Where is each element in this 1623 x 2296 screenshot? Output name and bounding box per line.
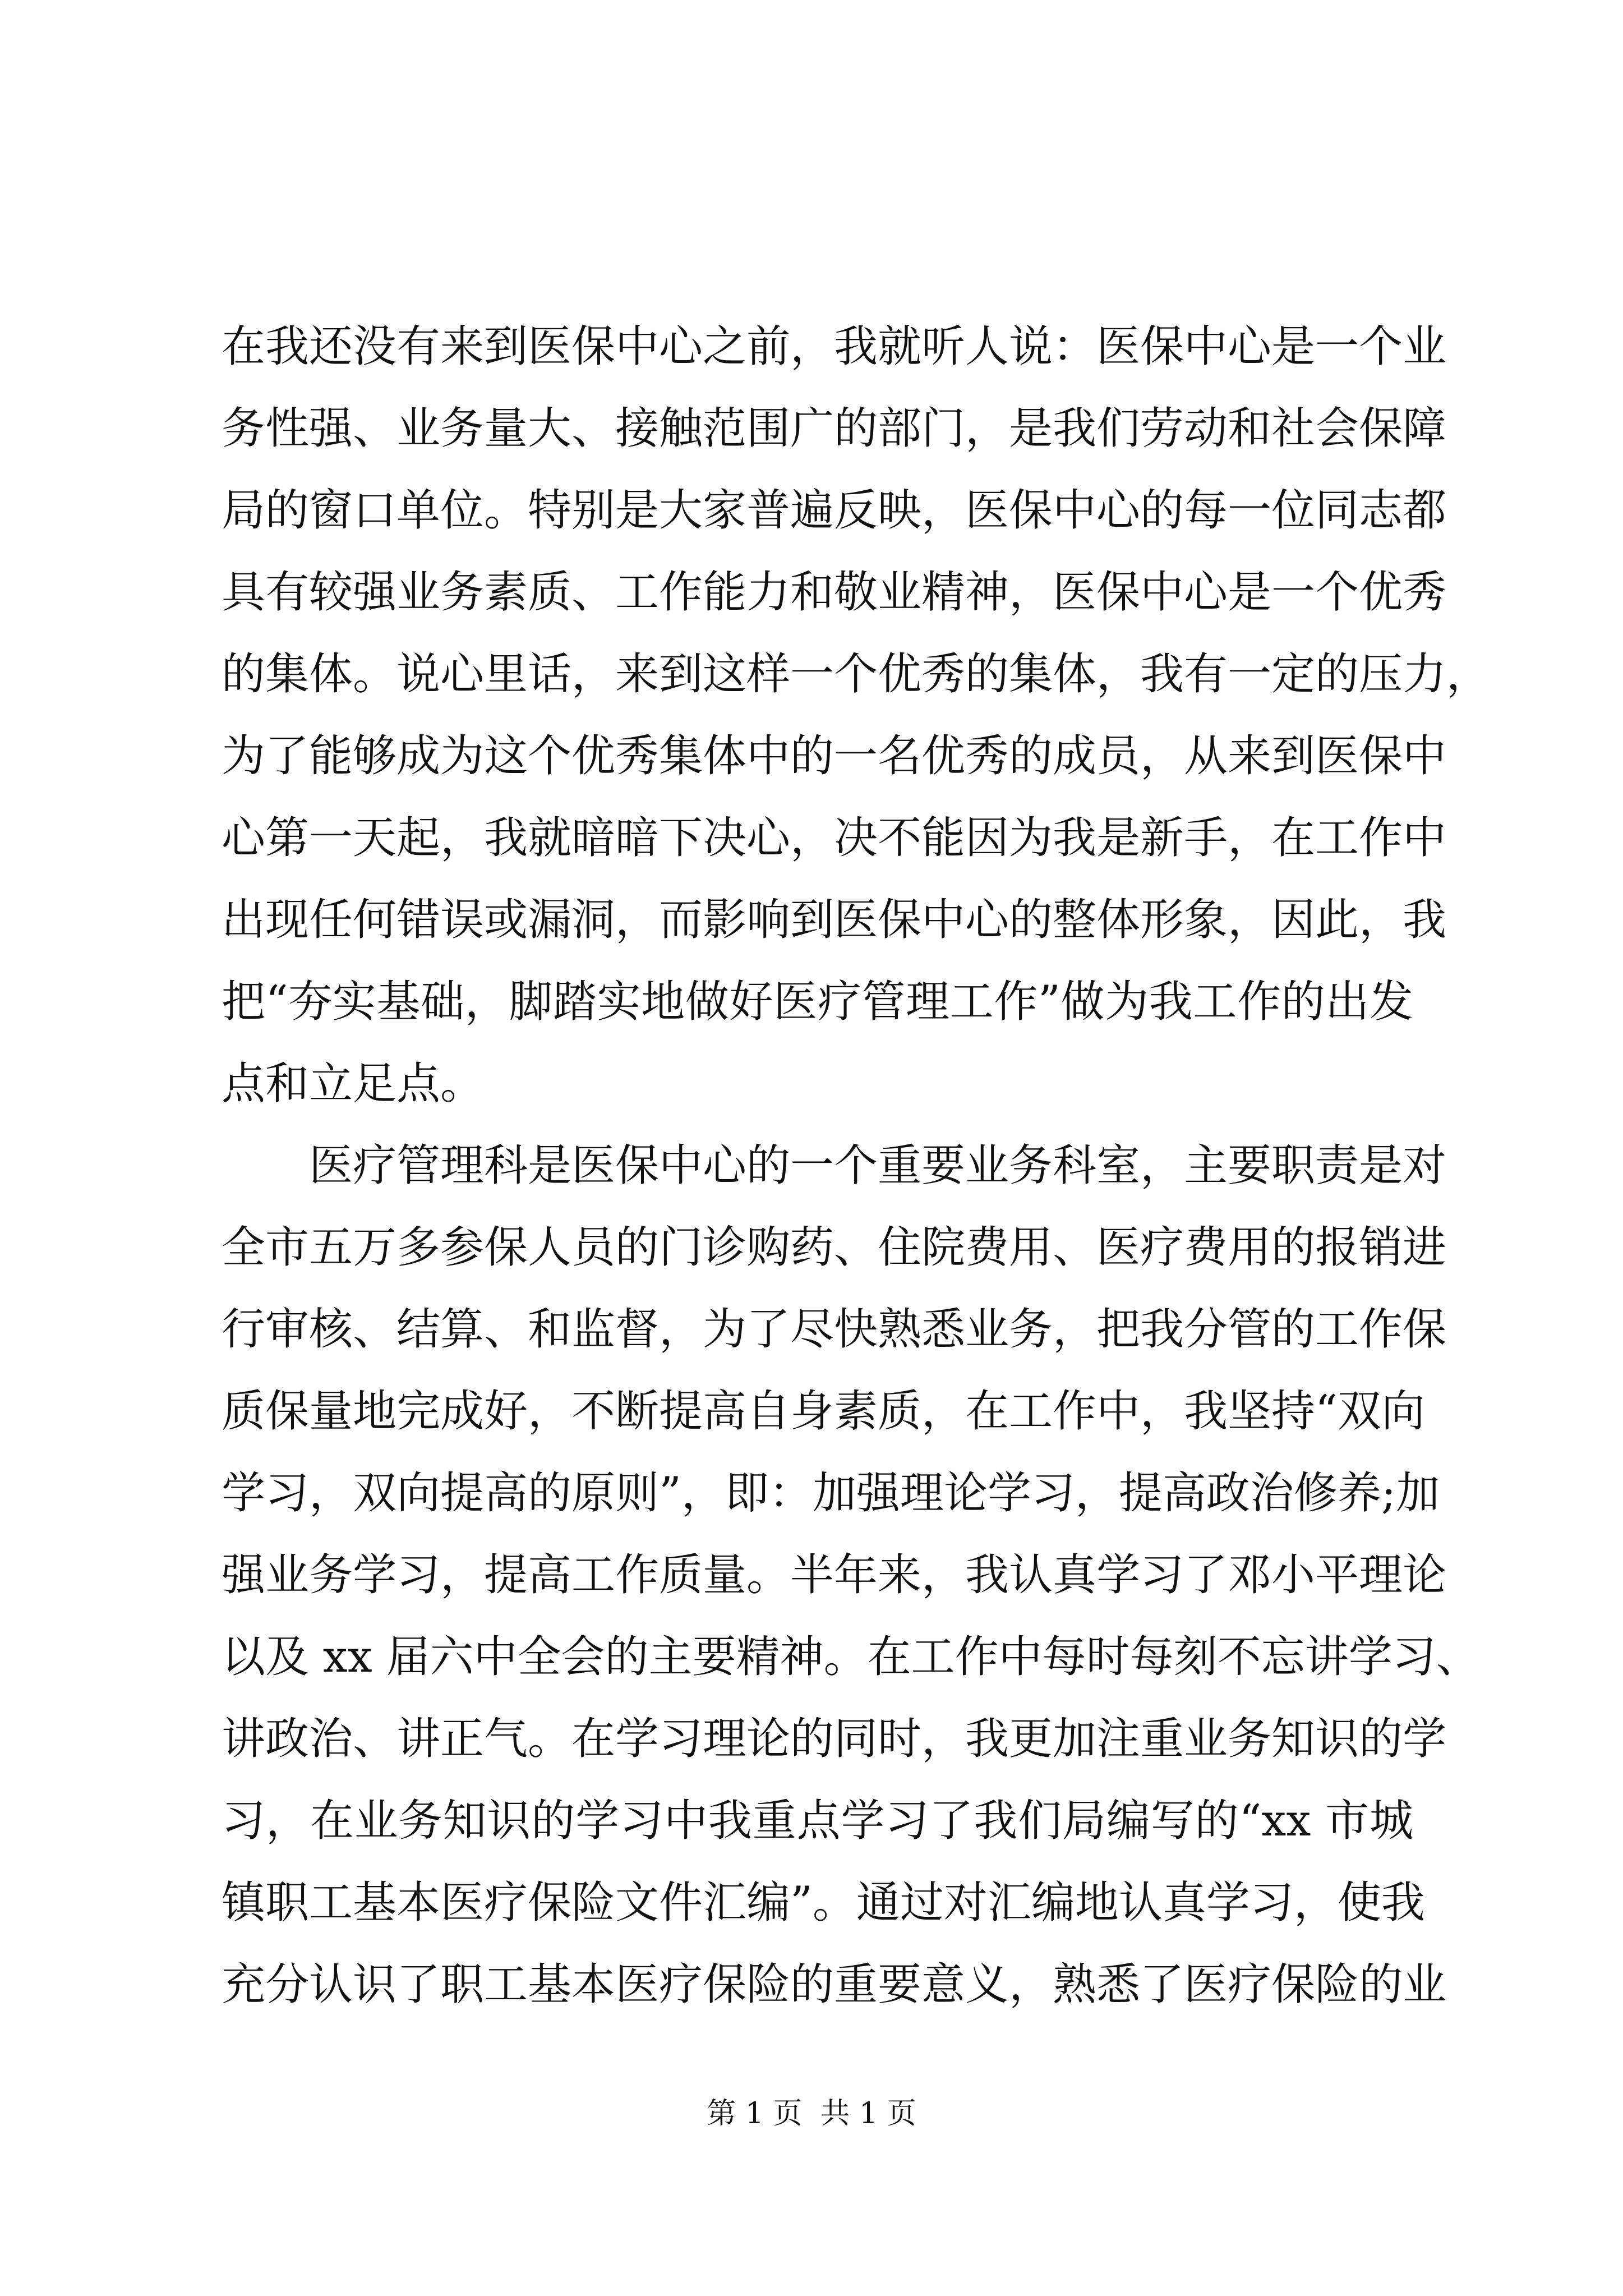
text-line: 讲政治、讲正气。在学习理论的同时，我更加注重业务知识的学 (222, 1714, 1447, 1764)
text-line: 局的窗口单位。特别是大家普遍反映，医保中心的每一位同志都 (222, 485, 1447, 536)
text-line: 的集体。说心里话，来到这样一个优秀的集体，我有一定的压力， (222, 649, 1491, 700)
text-line: 把“夯实基础，脚踏实地做好医疗管理工作”做为我工作的出发 (222, 977, 1413, 1027)
text-line: 全市五万多参保人员的门诊购药、住院费用、医疗费用的报销进 (222, 1222, 1447, 1273)
text-line: 心第一天起，我就暗暗下决心，决不能因为我是新手，在工作中 (222, 813, 1447, 863)
text-line-paragraph-end: 点和立足点。 (222, 1059, 485, 1109)
text-line: 强业务学习，提高工作质量。半年来，我认真学习了邓小平理论 (222, 1550, 1447, 1600)
page-footer: 第 1 页 共 1 页 (707, 2097, 916, 2131)
document-body (222, 306, 1491, 2026)
text-line: 行审核、结算、和监督，为了尽快熟悉业务，把我分管的工作保 (222, 1304, 1447, 1355)
text-line: 为了能够成为这个优秀集体中的一名优秀的成员，从来到医保中 (222, 731, 1447, 781)
text-line: 充分认识了职工基本医疗保险的重要意义，熟悉了医疗保险的业 (222, 1959, 1447, 2010)
text-line: 学习，双向提高的原则”，即：加强理论学习，提高政治修养;加 (222, 1468, 1440, 1519)
text-line: 质保量地完成好，不断提高自身素质，在工作中，我坚持“双向 (222, 1386, 1425, 1437)
text-line: 以及 xx 届六中全会的主要精神。在工作中每时每刻不忘讲学习、 (222, 1632, 1480, 1682)
text-line: 务性强、业务量大、接触范围广的部门，是我们劳动和社会保障 (222, 403, 1447, 454)
text-line: 习，在业务知识的学习中我重点学习了我们局编写的“xx 市城 (222, 1796, 1413, 1846)
text-line: 在我还没有来到医保中心之前，我就听人说：医保中心是一个业 (222, 321, 1447, 372)
text-line: 镇职工基本医疗保险文件汇编”。通过对汇编地认真学习，使我 (222, 1878, 1425, 1928)
text-line: 具有较强业务素质、工作能力和敬业精神，医保中心是一个优秀 (222, 567, 1447, 618)
text-line: 出现任何错误或漏洞，而影响到医保中心的整体形象，因此，我 (222, 895, 1447, 945)
text-line-paragraph-start: 医疗管理科是医保中心的一个重要业务科室，主要职责是对 (222, 1140, 1447, 1191)
